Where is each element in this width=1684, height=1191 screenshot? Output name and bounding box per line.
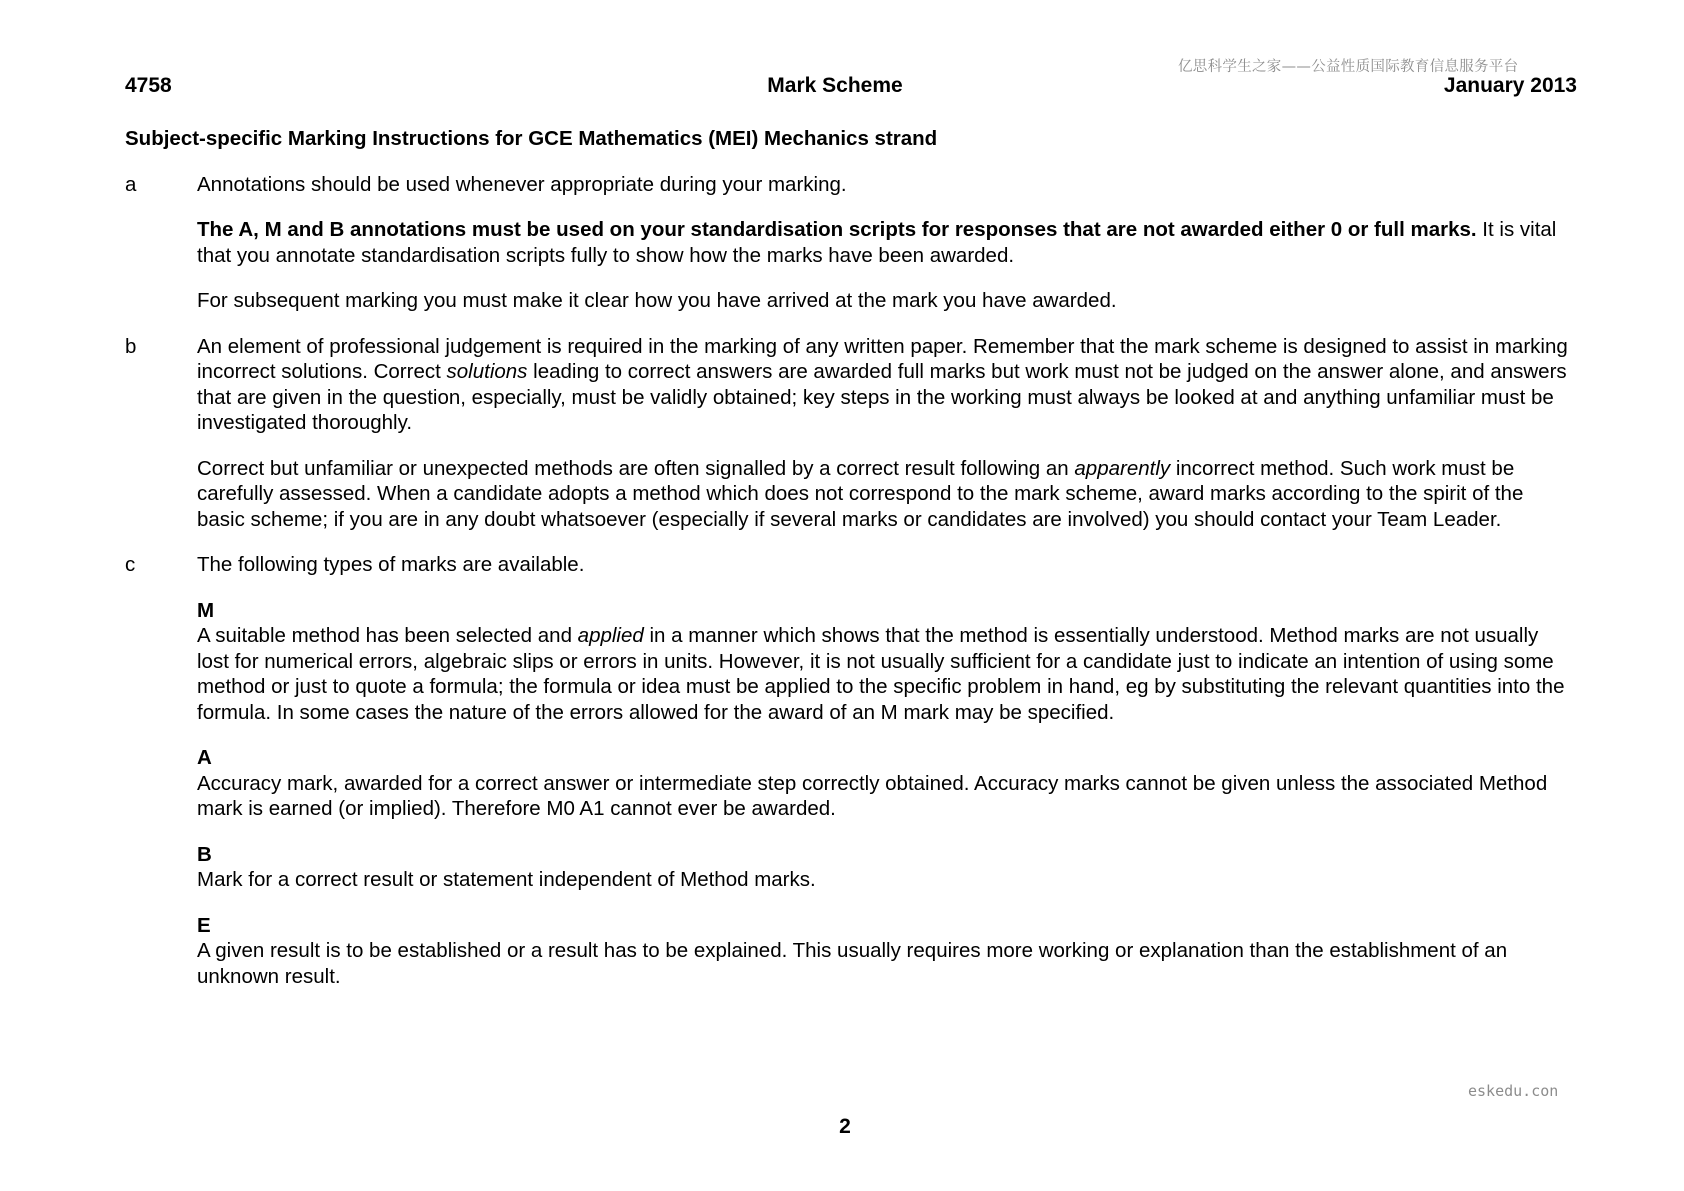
paragraph-text: incorrect method. Such work must be carefully assessed. When a candidate adopts a method which does not correspond to the mark scheme, award marks according to the spirit of the basic scheme; if you are in any doubt whatsoever (especially if several marks or candidates are involved) you should contact your Team Leader. <box>197 456 1524 531</box>
paper-code: 4758 <box>125 74 172 97</box>
paragraph <box>197 288 1575 314</box>
document-body <box>125 126 1575 1009</box>
header-title: Mark Scheme <box>767 74 903 97</box>
instruction-item-a <box>125 172 1575 314</box>
section-title: Subject-specific Marking Instructions for GCE Mathematics (MEI) Mechanics strand <box>125 127 938 150</box>
mark-type-letter: A <box>197 746 212 769</box>
paragraph <box>197 456 1575 533</box>
instruction-item-c <box>125 552 1575 989</box>
paragraph-text: For subsequent marking you must make it clear how you have arrived at the mark you have awarded. <box>197 289 1117 312</box>
italic-text: solutions <box>446 360 528 383</box>
item-letter: a <box>125 172 137 196</box>
mark-type-m <box>197 598 1575 726</box>
paragraph-text: It is vital that you annotate standardisation scripts fully to show how the marks have been awarded. <box>197 218 1557 267</box>
mark-description: Accuracy mark, awarded for a correct answer or intermediate step correctly obtained. Accuracy marks cannot be given unless the associated Method mark is earned (or implied). Therefore M0 A1 cannot ever be awarded. <box>197 771 1548 820</box>
paragraph <box>197 334 1575 436</box>
item-letter: b <box>125 334 137 358</box>
paragraph-text: The following types of marks are available. <box>197 553 585 576</box>
italic-text: applied <box>577 624 644 647</box>
header-date: January 2013 <box>1443 74 1577 97</box>
paragraph <box>197 552 1575 578</box>
paragraph-text: leading to correct answers are awarded full marks but work must not be judged on the answer alone, and answers that are given in the question, especially, must be validly obtained; key steps in the working must always be looked at and anything unfamiliar must be investigated thoroughly. <box>197 360 1567 434</box>
mark-description: A given result is to be established or a result has to be explained. This usually requires more working or explanation than the establishment of an unknown result. <box>197 939 1508 988</box>
mark-description: Mark for a correct result or statement independent of Method marks. <box>197 868 816 891</box>
page-header <box>125 74 1577 102</box>
mark-type-letter: B <box>197 842 212 866</box>
paragraph-text: An element of professional judgement is required in the marking of any written paper. Remember that the mark scheme is designed to assist in marking incorrect solutions. Correct <box>197 334 1568 383</box>
watermark-top: 亿思科学生之家——公益性质国际教育信息服务平台 <box>1178 59 1519 75</box>
paragraph-text: Correct but unfamiliar or unexpected methods are often signalled by a correct result following an <box>197 456 1075 480</box>
paragraph <box>197 217 1575 268</box>
mark-type-e <box>197 913 1575 990</box>
paragraph <box>197 172 1575 198</box>
instruction-item-b <box>125 334 1575 533</box>
bold-text: The A, M and B annotations must be used on your standardisation scripts for responses that are not awarded either 0 or full marks. <box>197 218 1477 241</box>
mark-type-letter: M <box>197 598 215 622</box>
italic-text: apparently <box>1074 456 1171 480</box>
paragraph-text: Annotations should be used whenever appropriate during your marking. <box>197 172 847 196</box>
mark-type-b <box>197 842 1575 893</box>
mark-description: A suitable method has been selected and <box>197 624 578 647</box>
mark-type-a <box>197 745 1575 822</box>
item-letter: c <box>125 553 136 576</box>
mark-type-letter: E <box>197 913 211 937</box>
watermark-bottom: eskedu.con <box>1468 1082 1559 1100</box>
page-number: 2 <box>839 1115 851 1138</box>
mark-description: in a manner which shows that the method is essentially understood. Method marks are not usually lost for numerical errors, algebraic slips or errors in units. However, it is not usually sufficient for a candidate just to indicate an intention of using some method or just to quote a formula; the formula or idea must be applied to the specific problem in hand, eg by substituting the relevant quantities into the formula. In some cases the nature of the errors allowed for the award of an M mark may be specified. <box>197 624 1565 724</box>
